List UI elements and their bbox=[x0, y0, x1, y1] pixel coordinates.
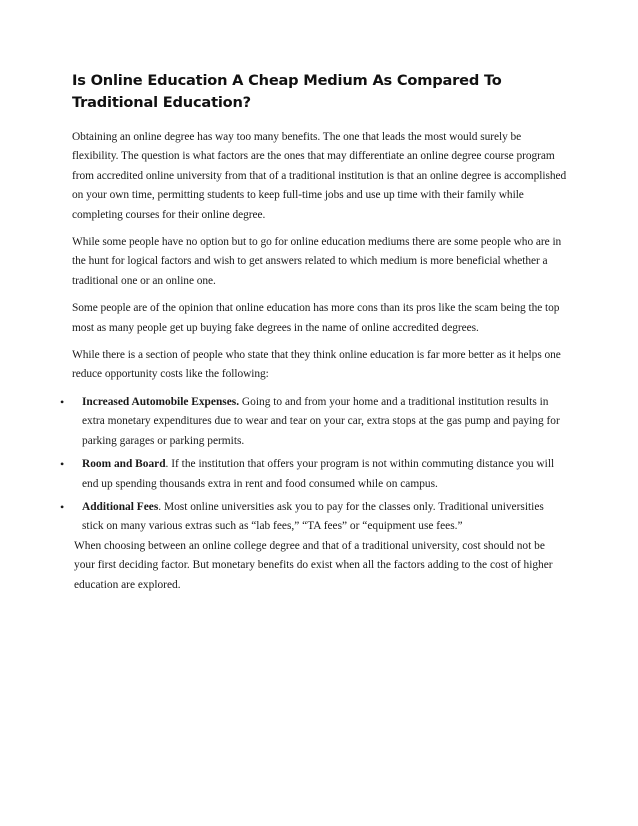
bullet-item-room-board bbox=[60, 455, 568, 494]
bullet-icon: • bbox=[60, 457, 65, 472]
bullet-heading: Increased Automobile Expenses. bbox=[82, 395, 240, 408]
bullet-text: Going to and from your home and a traditional institution results in extra monetary expenditures due to wear and tear on your car, extra stops at the gas pump and paying for parking garages or parking permits. bbox=[82, 395, 560, 447]
bullet-heading: Additional Fees bbox=[82, 500, 159, 513]
paragraph-2: While some people have no option but to go for online education mediums there are some people who are in the hunt for logical factors and wish to get answers related to which medium is more beneficial whether a traditional one or an online one. bbox=[72, 236, 562, 287]
paragraph-3: Some people are of the opinion that online education has more cons than its pros like the scam being the top most as many people get up buying fake degrees in the name of online accredited degrees. bbox=[72, 302, 560, 334]
bullet-text: . If the institution that offers your program is not within commuting distance you will end up spending thousands extra in rent and food consumed while on campus. bbox=[82, 458, 555, 490]
document-title: Is Online Education A Cheap Medium As Compared To Traditional Education? bbox=[72, 72, 502, 111]
bullet-item-additional-fees bbox=[60, 498, 568, 537]
bullet-list bbox=[60, 393, 568, 537]
paragraph-1: Obtaining an online degree has way too many benefits. The one that leads the most would surely be flexibility. The question is what factors are the ones that may differentiate an online degree course program from accredited online university from that of a traditional institution is that an online degree is accomplished on your own time, permitting students to keep full-time jobs and use up time with their family while completing courses for their online degree. bbox=[72, 131, 567, 221]
closing-paragraph: When choosing between an online college degree and that of a traditional university, cost should not be your first deciding factor. But monetary benefits do exist when all the factors adding to the cost of higher education are explored. bbox=[74, 539, 553, 591]
bullet-text: . Most online universities ask you to pay for the classes only. Traditional universities stick on many various extras such as “lab fees,” “TA fees” or “equipment use fees.” bbox=[82, 500, 544, 533]
bullet-heading: Room and Board bbox=[82, 458, 166, 471]
document-page bbox=[60, 70, 568, 595]
paragraph-4: While there is a section of people who state that they think online education is far more better as it helps one reduce opportunity costs like the following: bbox=[72, 349, 561, 381]
bullet-icon: • bbox=[60, 499, 65, 514]
bullet-item-automobile bbox=[60, 393, 568, 451]
bullet-icon: • bbox=[60, 394, 65, 409]
